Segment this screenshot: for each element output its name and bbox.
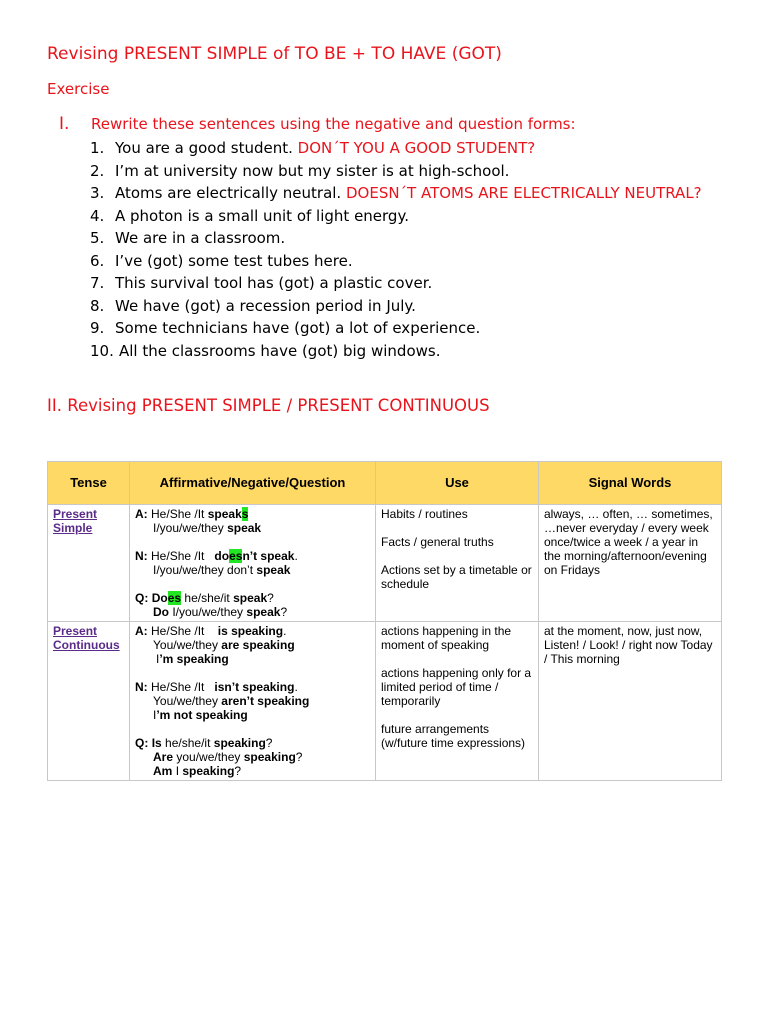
list-item: 5. We are in a classroom. (90, 229, 286, 247)
list-item: 8. We have (got) a recession period in July. (90, 296, 416, 315)
use-cell: Habits / routines Facts / general truths Actions set by a timetable or schedule (376, 505, 539, 622)
list-item: 4. A photon is a small unit of light energy. (90, 206, 409, 225)
answer-text: DON´T YOU A GOOD STUDENT? (297, 139, 536, 157)
list-item: 6. I’ve (got) some test tubes here. (90, 251, 353, 270)
tense-cell (48, 505, 130, 622)
page-title: Revising PRESENT SIMPLE of TO BE + TO HAVE (GOT) (47, 44, 502, 64)
list-item: 10. All the classrooms have (got) big windows. (90, 341, 441, 360)
list-item: 9. Some technicians have (got) a lot of experience. (90, 319, 481, 337)
signal-words-cell: at the moment, now, just now, Listen! / Look! / right now Today / This morning (539, 622, 722, 781)
signal-words-cell: always, … often, … sometimes, …never everyday / every week once/twice a week / a year in the morning/afternoon/evening on Fridays (539, 505, 722, 622)
header-tense: Tense (48, 462, 130, 505)
table-row (48, 505, 722, 622)
exercise-instruction (59, 114, 576, 134)
answer-text: DOESN´T ATOMS ARE ELECTRICALLY NEUTRAL? (345, 184, 702, 202)
forms-cell: A: He/She /It is speaking. You/we/they are speaking I’m speaking N: He/She /It isn’t speaking. You/we/they aren’t speaking I’m not speaking Q: Is he/she/it speaking? Are you/we/they speaking? Am I speaking? (130, 622, 376, 781)
list-item: 7. This survival tool has (got) a plastic cover. (90, 274, 433, 292)
forms-cell: A: He/She /It speaks I/you/we/they speak N: He/She /It doesn’t speak. I/you/we/they don’t speak Q: Does he/she/it speak? Do I/you/we/they speak? (130, 505, 376, 622)
instruction-text: Rewrite these sentences using the negative and question forms: (91, 115, 576, 133)
table-row (48, 622, 722, 781)
exercise-label: Exercise (47, 80, 110, 98)
header-signal-words: Signal Words (539, 462, 722, 505)
list-item: 3. Atoms are electrically neutral. DOESN´T ATOMS ARE ELECTRICALLY NEUTRAL? (90, 184, 702, 202)
header-forms: Affirmative/Negative/Question (130, 462, 376, 505)
present-simple-link[interactable]: Present Simple (53, 507, 98, 535)
section-title: II. Revising PRESENT SIMPLE / PRESENT CONTINUOUS (47, 396, 490, 415)
tense-table (47, 461, 722, 781)
use-cell: actions happening in the moment of speaking actions happening only for a limited period of time / temporarily future arrangements (w/future time expressions) (376, 622, 539, 781)
list-item: 1. You are a good student. DON´T YOU A GOOD STUDENT? (90, 139, 536, 157)
present-continuous-link[interactable]: Present Continuous (53, 624, 120, 652)
header-use: Use (376, 462, 539, 505)
section-numeral: I. (59, 114, 70, 134)
table-header-row (48, 462, 722, 505)
list-item: 2. I’m at university now but my sister is at high-school. (90, 161, 510, 180)
sentence-list (90, 137, 702, 362)
tense-cell (48, 622, 130, 781)
